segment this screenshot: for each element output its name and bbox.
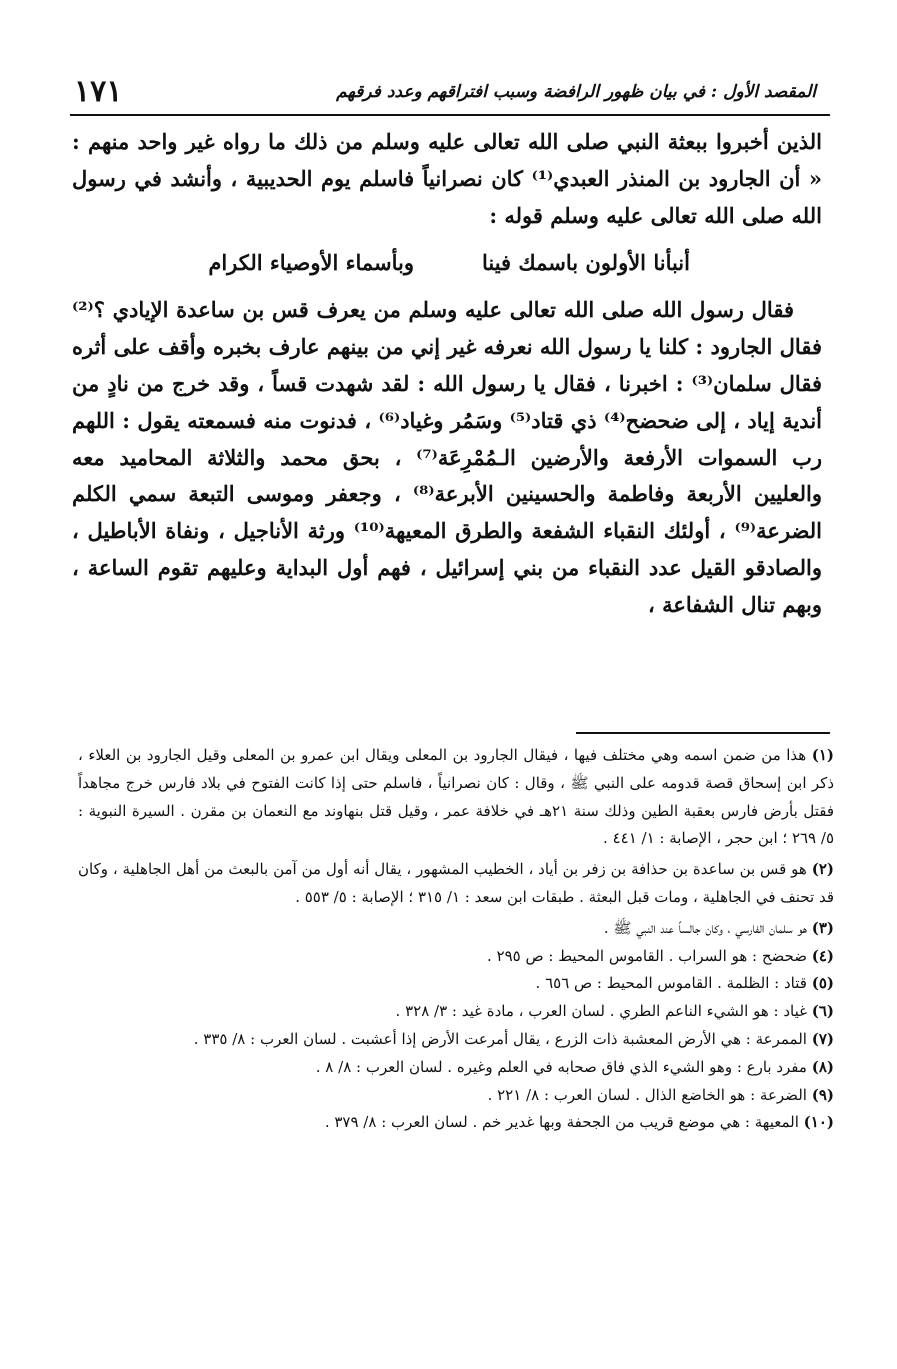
footnote-6	[78, 998, 834, 1026]
footnote-1	[78, 742, 834, 853]
footnote-number: (١٠)	[803, 1113, 834, 1132]
main-text	[72, 124, 822, 624]
footnote-number: (٧)	[811, 1029, 834, 1048]
footnote-number: (٦)	[811, 1002, 834, 1021]
footnote-text: الضرعة : هو الخاضع الذال . لسان العرب : ٨/ ٢٢١ .	[487, 1085, 807, 1104]
footnote-text: هو قس بن ساعدة بن حذافة بن زفر بن أياد ، الخطيب المشهور ، يقال أنه أول من آمن بالبعث من أهل الجاهلية ، وكان قد تحنف في الجاهلية ، ومات قبل البعثة . طبقات ابن سعد : ١/ ٣١٥ ؛ الإصابة : ٥/ ٥٥٣ .	[78, 860, 834, 906]
footnote-text: هذا من ضمن اسمه وهي مختلف فيها ، فيقال الجارود بن المعلى ويقال ابن عمرو بن المعلى وقيل الجارود بن العلاء ، ذكر ابن إسحاق قصة قدومه على النبي ﷺ ، وقال : كان نصرانياً ، فاسلم حتى إذا كانت الفتوح في بلاد فارس خرج مجاهداً فقتل بأرض فارس بعقبة الطين وذلك سنة ٢١هـ في خلافة عمر ، وقيل قتل بنهاوند مع النعمان بن مقرن . السيرة النبوية : ٥/ ٢٦٩ ؛ ابن حجر ، الإصابة : ١/ ٤٤١ .	[78, 746, 834, 848]
footnotes	[78, 742, 834, 1137]
footnote-number: (١)	[811, 746, 834, 764]
footnote-text: الممرعة : هي الأرض المعشبة ذات الزرع ، يقال أمرعت الأرض إذا أعشبت . لسان العرب : ٨/ ٣٣٥ .	[193, 1029, 807, 1048]
page-header	[70, 72, 830, 112]
footnote-text: قتاد : الظلمة . القاموس المحيط : ص ٦٥٦ .	[535, 974, 807, 993]
footnote-3	[78, 915, 834, 943]
footnote-number: (٥)	[811, 974, 834, 993]
footnote-number: (٢)	[811, 860, 834, 879]
footnote-separator	[576, 732, 830, 734]
paragraph-2: فقال رسول الله صلى الله تعالى عليه وسلم من يعرف قس بن ساعدة الإيادي ؟⁽²⁾ فقال الجارود : كلنا يا رسول الله نعرفه غير إني من بينهم عارف بخبره وأقف على أثره فقال سلمان⁽³⁾ : اخبرنا ، فقال يا رسول الله : لقد شهدت قساً ، وقد خرج من نادٍ من أندية إياد ، إلى ضحضح⁽⁴⁾ ذي قتاد⁽⁵⁾ وسَمُر وغياد⁽⁶⁾ ، فدنوت منه فسمعته يقول : اللهم رب السموات الأرفعة والأرضين الـمُمْرِعَة⁽⁷⁾ ، بحق محمد والثلاثة المحاميد معه والعليين الأربعة وفاطمة والحسينين الأبرعة⁽⁸⁾ ، وجعفر وموسى التبعة سمي الكلم الضرعة⁽⁹⁾ ، أولئك النقباء الشفعة والطرق المعيهة⁽¹⁰⁾ ورثة الأناجيل ، ونفاة الأباطيل ، والصادقو القيل عدد النقباء من بني إسرائيل ، فهم أول البداية وعليهم تقوم الساعة ، وبهم تنال الشفاعة ،	[72, 297, 823, 617]
running-title: المقصد الأول : في بيان ظهور الرافضة وسبب افتراقهم وعدد فرقهم	[336, 82, 816, 102]
footnote-2	[78, 856, 834, 912]
footnote-10	[78, 1109, 834, 1137]
footnote-text: غياد : هو الشيء الناعم الطري . لسان العرب ، مادة غيد : ٣/ ٣٢٨ .	[395, 1002, 807, 1021]
footnote-number: (٨)	[811, 1057, 834, 1076]
header-rule	[70, 114, 830, 116]
footnote-4	[78, 943, 834, 971]
footnote-text: مفرد بارع : وهو الشيء الذي فاق صحابه في العلم وغيره . لسان العرب : ٨/ ٨ .	[315, 1057, 807, 1076]
footnote-8	[78, 1054, 834, 1082]
page-number: ١٧١	[74, 74, 123, 109]
footnote-number: (٣)	[811, 918, 834, 937]
footnote-number: (٩)	[811, 1085, 834, 1104]
footnote-number: (٤)	[811, 946, 834, 965]
verse-hemistich-1: أنبأنا الأولون باسمك فينا	[481, 250, 690, 276]
footnote-text: المعيهة : هي موضع قريب من الجحفة وبها غدير خم . لسان العرب : ٨/ ٣٧٩ .	[324, 1113, 799, 1132]
verse-hemistich-2: وبأسماء الأوصياء الكرام	[208, 250, 414, 276]
footnote-text: ضحضح : هو السراب . القاموس المحيط : ص ٢٩٥ .	[486, 946, 807, 965]
footnote-5	[78, 970, 834, 998]
poem-verse	[72, 239, 822, 287]
footnote-text: هو سلمان الفارسي ، وكان جالساً عند النبي ﷺ .	[603, 918, 807, 937]
footnote-7	[78, 1026, 834, 1054]
footnote-9	[78, 1082, 834, 1110]
paragraph-1: الذين أخبروا ببعثة النبي صلى الله تعالى عليه وسلم من ذلك ما رواه غير واحد منهم : « أن الجارود بن المنذر العبدي⁽¹⁾ كان نصرانياً فاسلم يوم الحديبية ، وأنشد في رسول الله صلى الله تعالى عليه وسلم قوله :	[72, 129, 822, 228]
